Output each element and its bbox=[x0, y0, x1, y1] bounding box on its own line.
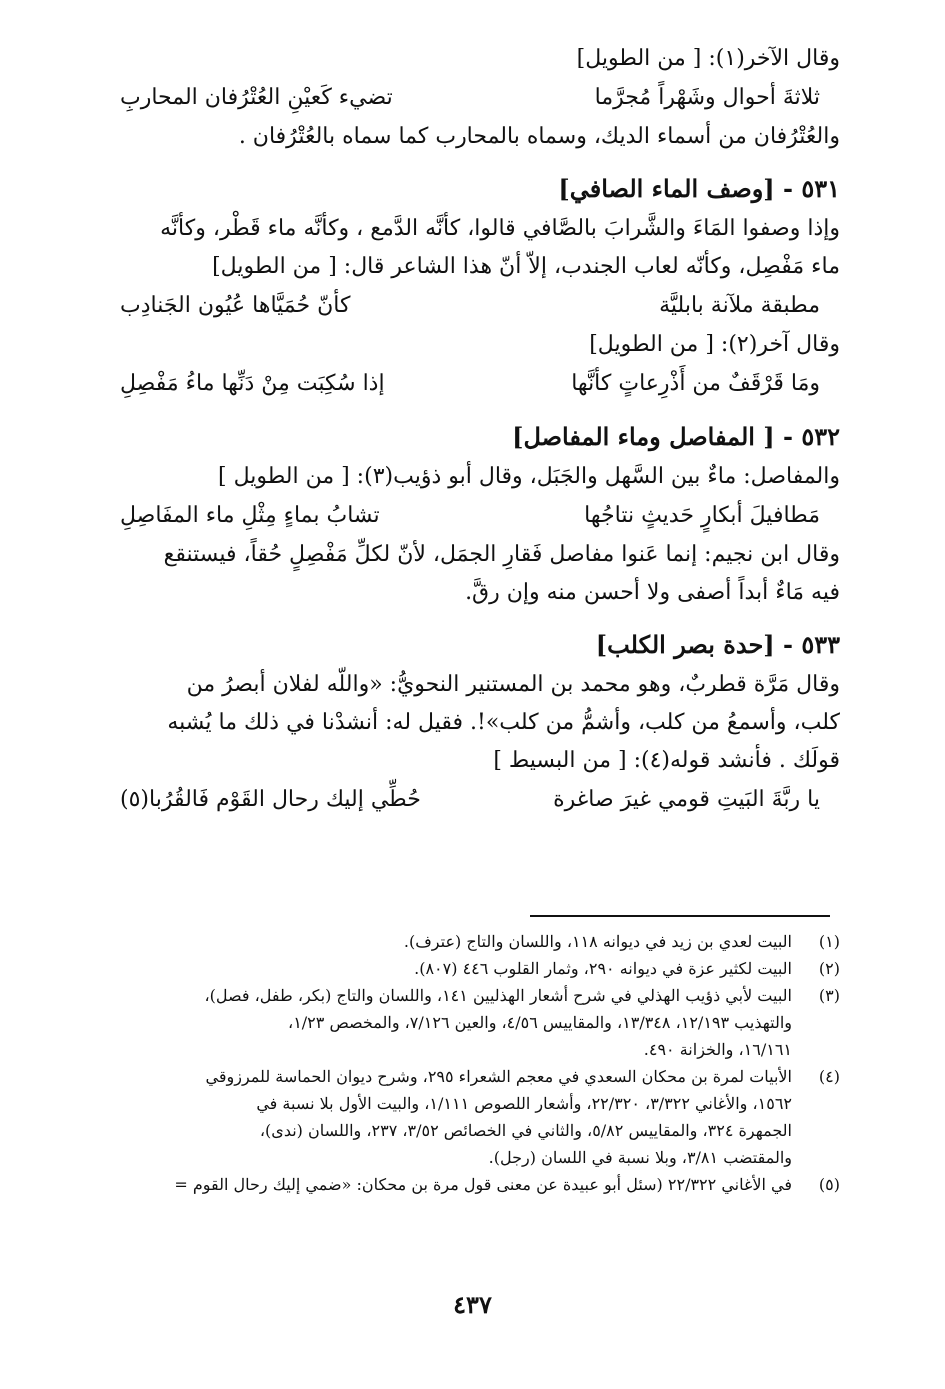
footnote-text bbox=[60, 1063, 792, 1171]
verse-line bbox=[60, 286, 840, 326]
verse-line bbox=[60, 780, 840, 820]
verse-first-hemistich: مَطافيلَ أبكارٍ حَديثٍ نتاجُها bbox=[584, 503, 820, 528]
footnote-line: ١٦/١٦١، والخزانة ٤٩٠. bbox=[643, 1040, 792, 1059]
footnote-number: (٣) bbox=[818, 986, 840, 1005]
footnote-text bbox=[60, 1171, 792, 1198]
paragraph-line: فيه مَاءٌ أبداً أصفى ولا أحسن منه وإن رقَّ. bbox=[465, 580, 840, 605]
verse-second-hemistich: تشابُ بماءٍ مِثْلِ ماء المفَاصِلِ bbox=[120, 503, 380, 528]
verse-second-hemistich: تضيء كَعيْنِ العُتْرُفان المحاربِ bbox=[120, 85, 393, 110]
footnote-line: البيت لكثير عزة في ديوانه ٢٩٠، وثمار القلوب ٤٤٦ (٨٠٧). bbox=[414, 959, 792, 978]
paragraph-line: والمفاصل: ماءٌ بين السَّهل والجَبَل، وقال أبو ذؤيب(٣): [ من الطويل ] bbox=[218, 464, 840, 489]
footnote-2 bbox=[60, 955, 840, 982]
verse-first-hemistich: ومَا قَرْقَفٌ من أَذْرِعاتٍ كأنَّها bbox=[571, 371, 820, 396]
verse-line bbox=[60, 364, 840, 404]
footnote-text bbox=[60, 928, 792, 955]
paragraph-line: كلب، وأسمعُ من كلب، وأشمُّ من كلب»!. فقيل له: أنشدْنا في ذلك ما يُشبه bbox=[167, 710, 840, 735]
verse-first-hemistich: مطبقة ملآنة بابليَّة bbox=[659, 293, 820, 318]
footnote-5 bbox=[60, 1171, 840, 1198]
footnote-4 bbox=[60, 1063, 840, 1171]
footnotes bbox=[60, 928, 840, 1198]
footnote-3 bbox=[60, 982, 840, 1063]
verse-second-hemistich: إذا سُكِبَت مِنْ دَنِّها ماءُ مَفْصِلِ bbox=[120, 371, 385, 396]
verse-first-hemistich: ثلاثةَ أحوال وشَهْراً مُجرَّما bbox=[594, 85, 820, 110]
page-body bbox=[60, 40, 840, 820]
footnote-number: (٥) bbox=[818, 1175, 840, 1194]
verse-line bbox=[60, 496, 840, 536]
footnote-number: (٢) bbox=[818, 959, 840, 978]
verse-second-hemistich: حُطِّي إليك رحال القَوْم فَالقُرُبا(٥) bbox=[120, 787, 421, 812]
section-heading-533: ٥٣٣ - [حدة بصر الكلب] bbox=[595, 630, 840, 659]
footnote-number: (١) bbox=[818, 932, 840, 951]
verse-first-hemistich: يا ربَّةَ البَيتِ قومي غيرَ صاغرة bbox=[553, 787, 820, 812]
footnote-line: الأبيات لمرة بن محكان السعدي في معجم الشعراء ٢٩٥، وشرح ديوان الحماسة للمرزوقي bbox=[205, 1067, 792, 1086]
footnote-text bbox=[60, 955, 792, 982]
verse-second-hemistich: كأنّ حُمَيَّاها عُيُون الجَنادِب bbox=[120, 293, 351, 318]
footnote-number: (٤) bbox=[818, 1067, 840, 1086]
paragraph-line: وإذا وصفوا المَاءَ والشَّرابَ بالصَّافي قالوا، كأنَّه الدَّمع ، وكأنَّه ماء قَطْر، وكأنَّه bbox=[160, 216, 840, 241]
paragraph-line: قولَك . فأنشد قوله(٤): [ من البسيط ] bbox=[493, 748, 840, 773]
footnote-line: الجمهرة ٣٢٤، والمقاييس ٥/٨٢، والثاني في الخصائص ٣/٥٢، ٢٣٧، واللسان (ندى)، bbox=[259, 1121, 792, 1140]
footnote-line: في الأغاني ٢٢/٣٢٢ (سئل أبو عبيدة عن معنى قول مرة بن محكان: «ضمي إليك رحال القوم = bbox=[174, 1175, 792, 1194]
text-line: وقال الآخر(١): [ من الطويل] bbox=[576, 46, 840, 71]
paragraph-line: ماء مَفْصِل، وكأنّه لعاب الجندب، إلاّ أنّ هذا الشاعر قال: [ من الطويل] bbox=[212, 254, 840, 279]
paragraph-line: وقال مَرَّة قطربٌ، وهو محمد بن المستنير النحويُّ: «واللّه لفلان أبصرُ من bbox=[186, 672, 840, 697]
section-heading-532: ٥٣٢ - [ المفاصل وماء المفاصل] bbox=[512, 422, 840, 451]
footnote-line: ١٥٦٢، والأغاني ٣/٣٢٢، ٢٢/٣٢٠، وأشعار اللصوص ١/١١١، والبيت الأول بلا نسبة في bbox=[256, 1094, 792, 1113]
footnote-text bbox=[60, 982, 792, 1063]
footnote-line: البيت لعدي بن زيد في ديوانه ١١٨، واللسان والتاج (عترف). bbox=[403, 932, 792, 951]
footnote-line: والتهذيب ١٢/١٩٣، ١٣/٣٤٨، والمقاييس ٤/٥٦، والعين ٧/١٢٦، والمخصص ١/٢٣، bbox=[288, 1013, 792, 1032]
footnote-line: البيت لأبي ذؤيب الهذلي في شرح أشعار الهذليين ١٤١، واللسان والتاج (بكر، طفل، فصل)، bbox=[204, 986, 792, 1005]
text-line: والعُتْرُفان من أسماء الديك، وسماه بالمحارب كما سماه بالعُتْرُفان . bbox=[238, 124, 840, 149]
page-number: ٤٣٧ bbox=[453, 1290, 492, 1319]
verse-line bbox=[60, 78, 840, 118]
footnote-1 bbox=[60, 928, 840, 955]
section-heading-531: ٥٣١ - [وصف الماء الصافي] bbox=[558, 174, 840, 203]
footnote-line: والمقتضب ٣/٨١، وبلا نسبة في اللسان (رجل). bbox=[488, 1148, 792, 1167]
text-line: وقال آخر(٢): [ من الطويل] bbox=[589, 332, 840, 357]
paragraph-line: وقال ابن نجيم: إنما عَنوا مفاصل فَقارِ الجمَل، لأنّ لكلِّ مَفْصِلٍ حُقاً، فيستنقع bbox=[163, 542, 840, 567]
footnote-divider bbox=[530, 915, 830, 917]
